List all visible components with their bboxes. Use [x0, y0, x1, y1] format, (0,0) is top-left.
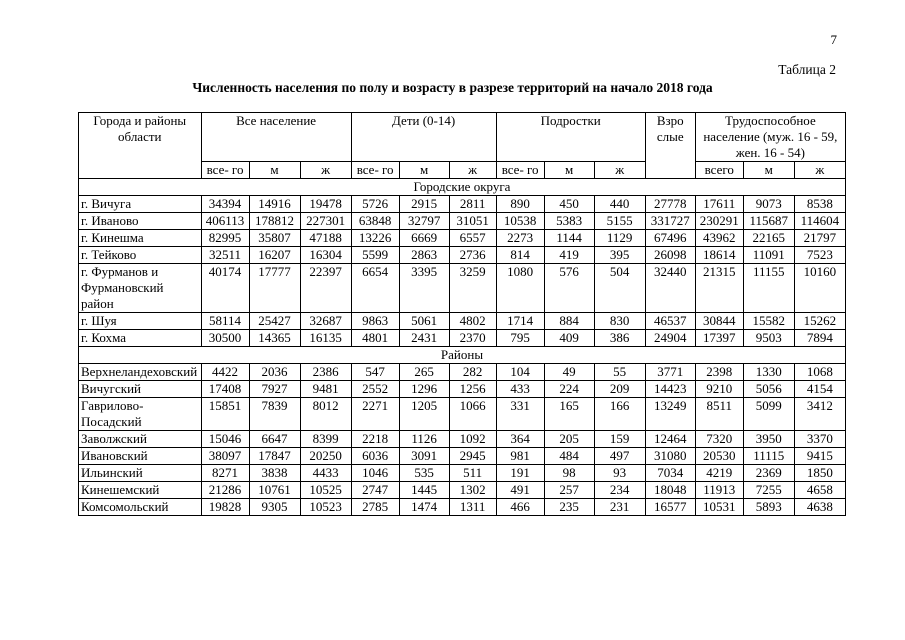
sub-header-f: ж	[449, 162, 496, 179]
table-cell: 2036	[249, 364, 300, 381]
table-cell: 21286	[201, 482, 249, 499]
table-cell: 5726	[351, 196, 399, 213]
table-cell: 6669	[399, 230, 449, 247]
table-cell: 63848	[351, 213, 399, 230]
page-number: 7	[830, 32, 837, 47]
table-cell: 1850	[794, 465, 845, 482]
table-cell: 9415	[794, 448, 845, 465]
table-cell: 547	[351, 364, 399, 381]
table-cell: 257	[544, 482, 594, 499]
table-cell: 511	[449, 465, 496, 482]
table-cell: 227301	[300, 213, 351, 230]
table-cell: 890	[496, 196, 544, 213]
table-cell: 11913	[695, 482, 743, 499]
table-cell: 9073	[743, 196, 794, 213]
sub-header-m: м	[249, 162, 300, 179]
table-cell: 55	[594, 364, 645, 381]
table-cell: 1330	[743, 364, 794, 381]
territory-name: Кинешемский	[79, 482, 202, 499]
table-cell: 178812	[249, 213, 300, 230]
table-cell: 18614	[695, 247, 743, 264]
table-cell: 11115	[743, 448, 794, 465]
table-cell: 1311	[449, 499, 496, 516]
table-cell: 2747	[351, 482, 399, 499]
table-cell: 10538	[496, 213, 544, 230]
table-cell: 19478	[300, 196, 351, 213]
table-cell: 419	[544, 247, 594, 264]
sub-header-all: все- го	[496, 162, 544, 179]
table-cell: 10761	[249, 482, 300, 499]
table-cell: 4422	[201, 364, 249, 381]
territory-name: Заволжский	[79, 431, 202, 448]
table-row	[79, 482, 846, 499]
table-cell: 17777	[249, 264, 300, 313]
table-cell: 32511	[201, 247, 249, 264]
table-cell: 27778	[645, 196, 695, 213]
table-row	[79, 381, 846, 398]
table-cell: 4433	[300, 465, 351, 482]
table-row	[79, 247, 846, 264]
table-cell: 2863	[399, 247, 449, 264]
table-cell: 1474	[399, 499, 449, 516]
table-cell: 4802	[449, 313, 496, 330]
table-cell: 7320	[695, 431, 743, 448]
table-cell: 2386	[300, 364, 351, 381]
table-cell: 67496	[645, 230, 695, 247]
table-label: Таблица 2	[778, 62, 836, 77]
table-cell: 2552	[351, 381, 399, 398]
table-cell: 3412	[794, 398, 845, 431]
table-cell: 17397	[695, 330, 743, 347]
header-total: Все население	[201, 113, 351, 162]
table-cell: 18048	[645, 482, 695, 499]
table-row	[79, 448, 846, 465]
table-cell: 22165	[743, 230, 794, 247]
header-adults: Взро слые	[645, 113, 695, 179]
table-cell: 331	[496, 398, 544, 431]
table-cell: 1129	[594, 230, 645, 247]
table-cell: 9305	[249, 499, 300, 516]
sub-header-m: м	[743, 162, 794, 179]
table-cell: 8511	[695, 398, 743, 431]
table-cell: 13226	[351, 230, 399, 247]
table-cell: 209	[594, 381, 645, 398]
table-row	[79, 398, 846, 431]
table-row	[79, 364, 846, 381]
table-cell: 7034	[645, 465, 695, 482]
table-cell: 47188	[300, 230, 351, 247]
table-cell: 7255	[743, 482, 794, 499]
sub-header-all-working: всего	[695, 162, 743, 179]
territory-name: г. Фурманов и Фурмановский район	[79, 264, 202, 313]
table-cell: 4658	[794, 482, 845, 499]
table-cell: 884	[544, 313, 594, 330]
table-cell: 224	[544, 381, 594, 398]
table-cell: 8399	[300, 431, 351, 448]
table-cell: 35807	[249, 230, 300, 247]
header-row-main	[79, 113, 846, 162]
table-cell: 433	[496, 381, 544, 398]
table-cell: 2218	[351, 431, 399, 448]
table-row	[79, 196, 846, 213]
table-cell: 1092	[449, 431, 496, 448]
table-cell: 535	[399, 465, 449, 482]
table-cell: 5599	[351, 247, 399, 264]
territory-name: Вичугский	[79, 381, 202, 398]
table-cell: 466	[496, 499, 544, 516]
table-cell: 1046	[351, 465, 399, 482]
table-cell: 20250	[300, 448, 351, 465]
table-cell: 14916	[249, 196, 300, 213]
table-cell: 450	[544, 196, 594, 213]
table-cell: 17847	[249, 448, 300, 465]
section-title: Городские округа	[79, 179, 846, 196]
table-cell: 6557	[449, 230, 496, 247]
table-cell: 58114	[201, 313, 249, 330]
table-cell: 17611	[695, 196, 743, 213]
table-cell: 331727	[645, 213, 695, 230]
table-cell: 1126	[399, 431, 449, 448]
table-cell: 31080	[645, 448, 695, 465]
table-cell: 1144	[544, 230, 594, 247]
table-cell: 10523	[300, 499, 351, 516]
table-cell: 576	[544, 264, 594, 313]
table-cell: 166	[594, 398, 645, 431]
table-cell: 9481	[300, 381, 351, 398]
table-title: Численность населения по полу и возрасту в разрезе территорий на начало 2018 года	[192, 80, 713, 95]
table-cell: 104	[496, 364, 544, 381]
table-cell: 15582	[743, 313, 794, 330]
table-cell: 265	[399, 364, 449, 381]
table-cell: 230291	[695, 213, 743, 230]
table-cell: 2785	[351, 499, 399, 516]
table-cell: 4154	[794, 381, 845, 398]
table-cell: 21315	[695, 264, 743, 313]
territory-name: г. Кинешма	[79, 230, 202, 247]
table-cell: 6036	[351, 448, 399, 465]
table-cell: 4219	[695, 465, 743, 482]
table-cell: 46537	[645, 313, 695, 330]
table-cell: 491	[496, 482, 544, 499]
table-cell: 440	[594, 196, 645, 213]
territory-name: г. Тейково	[79, 247, 202, 264]
table-cell: 10531	[695, 499, 743, 516]
header-children: Дети (0-14)	[351, 113, 496, 162]
table-cell: 205	[544, 431, 594, 448]
table-cell: 15262	[794, 313, 845, 330]
table-cell: 2273	[496, 230, 544, 247]
table-cell: 406113	[201, 213, 249, 230]
table-cell: 5383	[544, 213, 594, 230]
table-cell: 9503	[743, 330, 794, 347]
table-cell: 1066	[449, 398, 496, 431]
table-cell: 49	[544, 364, 594, 381]
table-cell: 830	[594, 313, 645, 330]
table-cell: 1445	[399, 482, 449, 499]
table-cell: 5893	[743, 499, 794, 516]
table-cell: 12464	[645, 431, 695, 448]
table-cell: 364	[496, 431, 544, 448]
table-row	[79, 230, 846, 247]
table-row	[79, 465, 846, 482]
sub-header-m: м	[399, 162, 449, 179]
table-cell: 30500	[201, 330, 249, 347]
table-cell: 5056	[743, 381, 794, 398]
population-table	[78, 112, 846, 516]
table-cell: 16207	[249, 247, 300, 264]
table-cell: 2369	[743, 465, 794, 482]
table-cell: 32440	[645, 264, 695, 313]
table-cell: 1080	[496, 264, 544, 313]
table-cell: 8012	[300, 398, 351, 431]
sub-header-all: все- го	[351, 162, 399, 179]
table-cell: 25427	[249, 313, 300, 330]
section-row	[79, 179, 846, 196]
territory-name: Ильинский	[79, 465, 202, 482]
table-cell: 3771	[645, 364, 695, 381]
table-cell: 165	[544, 398, 594, 431]
table-cell: 231	[594, 499, 645, 516]
table-row	[79, 313, 846, 330]
table-cell: 1256	[449, 381, 496, 398]
territory-name: Ивановский	[79, 448, 202, 465]
table-cell: 98	[544, 465, 594, 482]
territory-name: г. Вичуга	[79, 196, 202, 213]
table-cell: 7839	[249, 398, 300, 431]
table-cell: 3395	[399, 264, 449, 313]
header-teens: Подростки	[496, 113, 645, 162]
table-cell: 10160	[794, 264, 845, 313]
table-cell: 2811	[449, 196, 496, 213]
table-cell: 24904	[645, 330, 695, 347]
table-cell: 235	[544, 499, 594, 516]
table-cell: 115687	[743, 213, 794, 230]
table-cell: 395	[594, 247, 645, 264]
table-cell: 1302	[449, 482, 496, 499]
territory-name: г. Иваново	[79, 213, 202, 230]
sub-header-f: ж	[594, 162, 645, 179]
table-cell: 1714	[496, 313, 544, 330]
territory-name: Гаврилово-Посадский	[79, 398, 202, 431]
table-cell: 2271	[351, 398, 399, 431]
table-cell: 159	[594, 431, 645, 448]
sub-header-f: ж	[300, 162, 351, 179]
table-cell: 3370	[794, 431, 845, 448]
table-cell: 32687	[300, 313, 351, 330]
table-cell: 13249	[645, 398, 695, 431]
table-cell: 38097	[201, 448, 249, 465]
table-cell: 114604	[794, 213, 845, 230]
table-cell: 30844	[695, 313, 743, 330]
table-cell: 9863	[351, 313, 399, 330]
table-cell: 234	[594, 482, 645, 499]
table-cell: 34394	[201, 196, 249, 213]
table-cell: 1205	[399, 398, 449, 431]
table-cell: 5099	[743, 398, 794, 431]
table-cell: 7523	[794, 247, 845, 264]
territory-name: Верхнеландеховский	[79, 364, 202, 381]
header-territory: Города и районы области	[79, 113, 202, 179]
table-cell: 21797	[794, 230, 845, 247]
table-cell: 11155	[743, 264, 794, 313]
table-cell: 16135	[300, 330, 351, 347]
table-cell: 386	[594, 330, 645, 347]
table-cell: 16304	[300, 247, 351, 264]
table-cell: 1296	[399, 381, 449, 398]
table-cell: 8271	[201, 465, 249, 482]
table-cell: 22397	[300, 264, 351, 313]
table-cell: 10525	[300, 482, 351, 499]
table-cell: 1068	[794, 364, 845, 381]
table-cell: 15046	[201, 431, 249, 448]
table-row	[79, 499, 846, 516]
sub-header-f: ж	[794, 162, 845, 179]
table-cell: 40174	[201, 264, 249, 313]
table-cell: 32797	[399, 213, 449, 230]
table-cell: 497	[594, 448, 645, 465]
table-cell: 14423	[645, 381, 695, 398]
table-cell: 191	[496, 465, 544, 482]
table-cell: 19828	[201, 499, 249, 516]
section-row	[79, 347, 846, 364]
table-row	[79, 330, 846, 347]
table-cell: 795	[496, 330, 544, 347]
table-cell: 31051	[449, 213, 496, 230]
table-cell: 2736	[449, 247, 496, 264]
table-cell: 15851	[201, 398, 249, 431]
table-cell: 26098	[645, 247, 695, 264]
table-cell: 82995	[201, 230, 249, 247]
table-cell: 43962	[695, 230, 743, 247]
territory-name: г. Кохма	[79, 330, 202, 347]
table-cell: 814	[496, 247, 544, 264]
table-cell: 17408	[201, 381, 249, 398]
header-working: Трудоспособное население (муж. 16 - 59, жен. 16 - 54)	[695, 113, 845, 162]
table-cell: 16577	[645, 499, 695, 516]
sub-header-all: все- го	[201, 162, 249, 179]
table-cell: 20530	[695, 448, 743, 465]
table-cell: 7927	[249, 381, 300, 398]
section-title: Районы	[79, 347, 846, 364]
table-cell: 504	[594, 264, 645, 313]
table-cell: 2915	[399, 196, 449, 213]
table-cell: 2945	[449, 448, 496, 465]
table-cell: 8538	[794, 196, 845, 213]
sub-header-m: м	[544, 162, 594, 179]
table-cell: 2398	[695, 364, 743, 381]
table-cell: 484	[544, 448, 594, 465]
table-cell: 93	[594, 465, 645, 482]
table-cell: 5061	[399, 313, 449, 330]
table-cell: 9210	[695, 381, 743, 398]
table-cell: 3259	[449, 264, 496, 313]
table-row	[79, 264, 846, 313]
table-cell: 7894	[794, 330, 845, 347]
table-cell: 6654	[351, 264, 399, 313]
table-cell: 981	[496, 448, 544, 465]
table-cell: 2431	[399, 330, 449, 347]
table-cell: 4801	[351, 330, 399, 347]
table-cell: 409	[544, 330, 594, 347]
table-cell: 3950	[743, 431, 794, 448]
table-cell: 5155	[594, 213, 645, 230]
table-cell: 11091	[743, 247, 794, 264]
territory-name: г. Шуя	[79, 313, 202, 330]
table-cell: 4638	[794, 499, 845, 516]
table-row	[79, 431, 846, 448]
table-cell: 2370	[449, 330, 496, 347]
table-cell: 3838	[249, 465, 300, 482]
table-cell: 282	[449, 364, 496, 381]
table-row	[79, 213, 846, 230]
territory-name: Комсомольский	[79, 499, 202, 516]
table-cell: 14365	[249, 330, 300, 347]
table-cell: 6647	[249, 431, 300, 448]
table-cell: 3091	[399, 448, 449, 465]
